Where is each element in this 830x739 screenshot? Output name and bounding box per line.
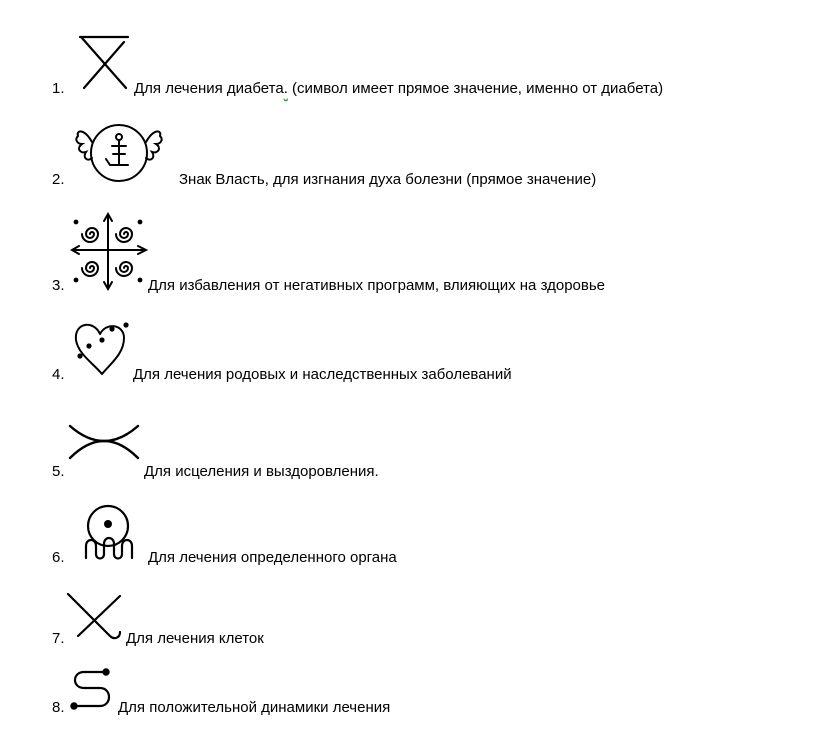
item-number: 6. xyxy=(52,549,65,566)
cross-spirals-symbol-icon xyxy=(72,212,148,290)
item-number: 4. xyxy=(52,366,65,383)
crossed-arcs-symbol-icon xyxy=(68,422,140,462)
item-number: 1. xyxy=(52,80,65,97)
item-number: 8. xyxy=(52,699,65,716)
item-text: Для лечения клеток xyxy=(126,630,264,647)
item-text: Для положительной динамики лечения xyxy=(118,699,391,716)
winged-circle-symbol-icon xyxy=(76,122,162,184)
item-text: Для лечения определенного органа xyxy=(148,549,397,566)
hourglass-x-symbol-icon xyxy=(78,34,132,92)
item-number: 2. xyxy=(52,171,65,188)
hooked-x-symbol-icon xyxy=(66,592,124,642)
heart-dots-symbol-icon xyxy=(72,320,132,378)
s-curve-symbol-icon xyxy=(70,668,118,714)
item-number: 3. xyxy=(52,277,65,294)
item-number: 7. xyxy=(52,630,65,647)
item-text: Для лечения родовых и наследственных заболеваний xyxy=(133,366,512,383)
item-number: 5. xyxy=(52,463,65,480)
circle-loops-symbol-icon xyxy=(80,504,140,560)
item-text: Для исцеления и выздоровления. xyxy=(144,463,379,480)
item-text: Для избавления от негативных программ, влияющих на здоровье xyxy=(148,277,606,294)
item-text: Знак Власть, для изгнания духа болезни (прямое значение) xyxy=(179,171,597,188)
item-text: Для лечения диабета. (символ имеет прямое значение, именно от диабета) xyxy=(134,80,664,97)
